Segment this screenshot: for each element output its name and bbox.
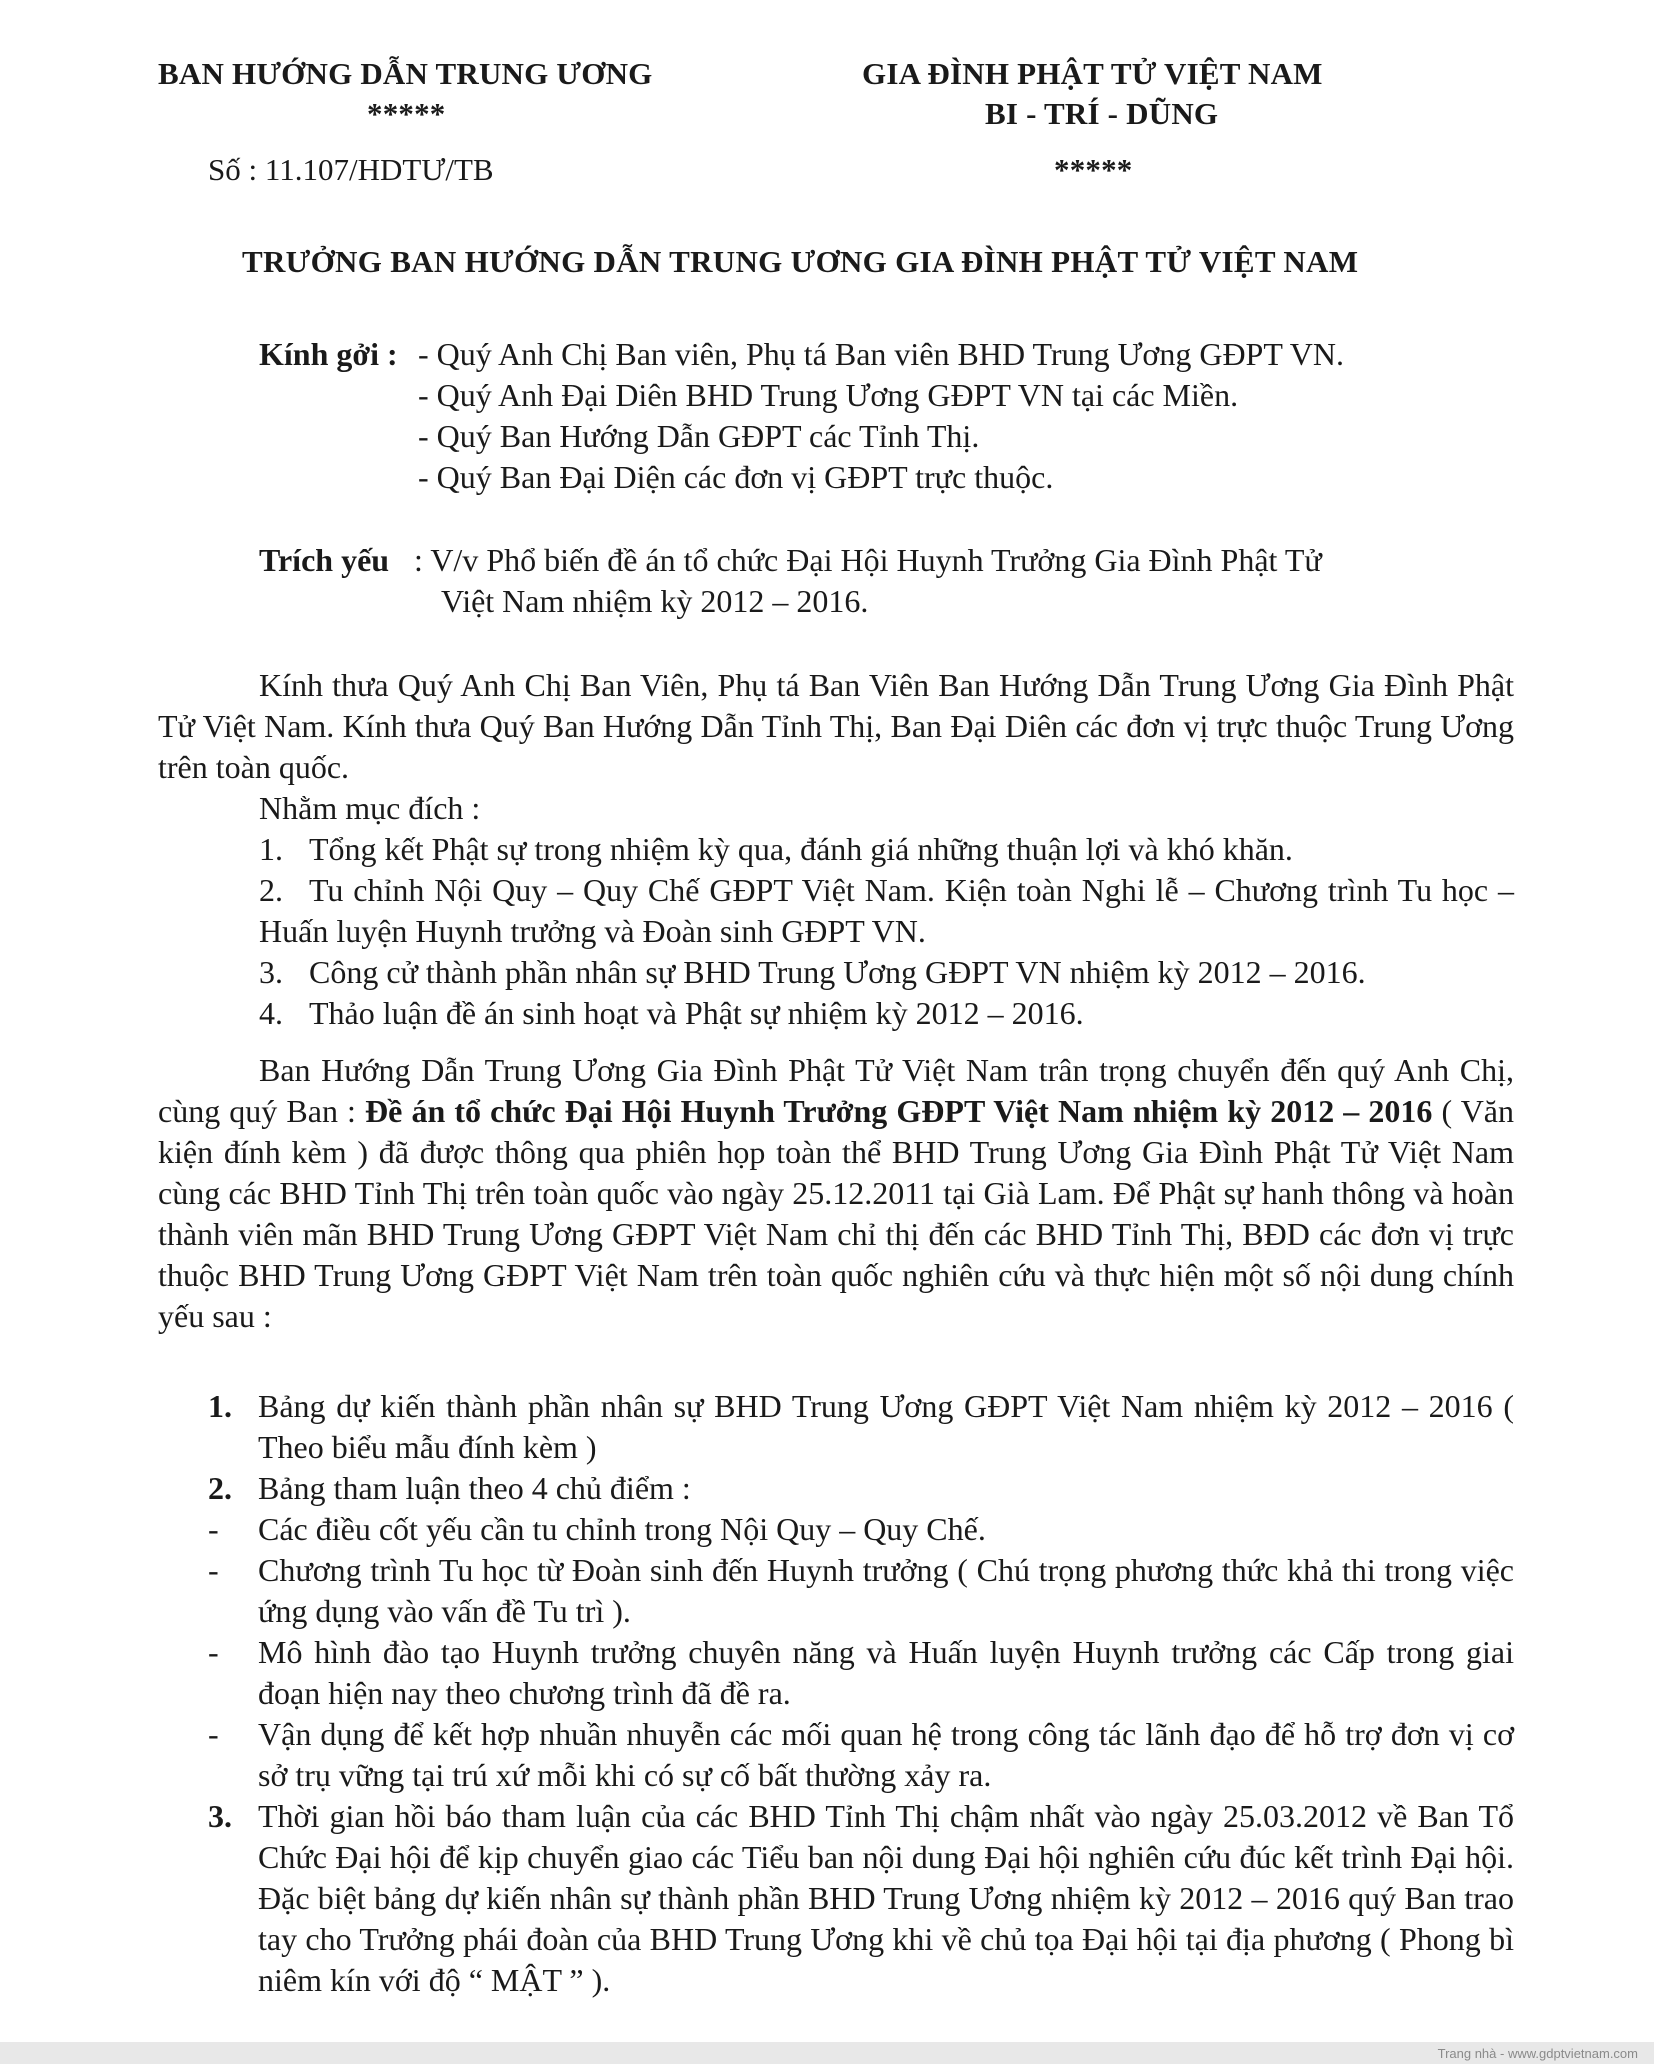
- directive-item: [208, 1550, 1514, 1632]
- directive-item: [208, 1796, 1514, 2001]
- footer-text: Trang nhà - www.gdptvietnam.com: [1437, 2046, 1638, 2061]
- right-stars: *****: [1054, 152, 1133, 187]
- greeting-paragraph: Kính thưa Quý Anh Chị Ban Viên, Phụ tá Ban Viên Ban Hướng Dẫn Trung Ương Gia Đình Phật Tử Việt Nam. Kính thưa Quý Ban Hướng Dẫn Tỉnh Thị, Ban Đại Diên các đơn vị trực thuộc Trung Ương trên toàn quốc.: [158, 667, 1514, 785]
- list-item: [259, 870, 1514, 952]
- recipient-item: - Quý Anh Đại Diên BHD Trung Ương GĐPT VN tại các Miền.: [418, 377, 1239, 413]
- directive-marker: -: [208, 1511, 219, 1547]
- subject-line-1: : V/v Phổ biến đề án tổ chức Đại Hội Huynh Trưởng Gia Đình Phật Tử: [414, 542, 1322, 578]
- directive-text: Mô hình đào tạo Huynh trưởng chuyên năng và Huấn luyện Huynh trưởng các Cấp trong giai đoạn hiện nay theo chương trình đã đề ra.: [258, 1634, 1514, 1711]
- left-stars: *****: [367, 96, 446, 131]
- recipient-item: - Quý Ban Đại Diện các đơn vị GĐPT trực thuộc.: [418, 459, 1054, 495]
- list-number: 2.: [259, 872, 283, 908]
- motto: BI - TRÍ - DŨNG: [985, 96, 1219, 131]
- main-paragraph: [158, 1050, 1514, 1337]
- directive-item: [208, 1632, 1514, 1714]
- directive-marker: -: [208, 1716, 219, 1752]
- recipient-item: - Quý Ban Hướng Dẫn GĐPT các Tỉnh Thị.: [418, 418, 980, 454]
- directive-marker: -: [208, 1634, 219, 1670]
- list-number: 4.: [259, 995, 283, 1031]
- recipient-item: - Quý Anh Chị Ban viên, Phụ tá Ban viên BHD Trung Ương GĐPT VN.: [418, 336, 1344, 372]
- list-text: Tu chỉnh Nội Quy – Quy Chế GĐPT Việt Nam. Kiện toàn Nghi lễ – Chương trình Tu học – Huấn luyện Huynh trưởng và Đoàn sinh GĐPT VN.: [259, 872, 1514, 949]
- directive-text: Vận dụng để kết hợp nhuần nhuyễn các mối quan hệ trong công tác lãnh đạo để hỗ trợ đơn vị cơ sở trụ vững tại trú xứ mỗi khi có sự cố bất thường xảy ra.: [258, 1716, 1514, 1793]
- directive-marker: 3.: [208, 1798, 232, 1834]
- main-paragraph-text: Ban Hướng Dẫn Trung Ương Gia Đình Phật Tử Việt Nam trân trọng chuyển đến quý Anh Chị, cùng quý Ban :: [158, 1052, 1514, 1129]
- directive-text: Chương trình Tu học từ Đoàn sinh đến Huynh trưởng ( Chú trọng phương thức khả thi trong việc ứng dụng vào vấn đề Tu trì ).: [258, 1552, 1514, 1629]
- directive-item: [208, 1509, 1514, 1550]
- footer-bar: [0, 2042, 1654, 2064]
- list-text: Công cử thành phần nhân sự BHD Trung Ương GĐPT VN nhiệm kỳ 2012 – 2016.: [309, 954, 1366, 990]
- list-item: [259, 993, 1514, 1034]
- right-org-name: GIA ĐÌNH PHẬT TỬ VIỆT NAM: [862, 56, 1323, 91]
- document-number: Số : 11.107/HDTƯ/TB: [208, 152, 494, 187]
- main-paragraph-text-2: ( Văn kiện đính kèm ) đã được thông qua phiên họp toàn thể BHD Trung Ương Gia Đình Phật Tử Việt Nam cùng các BHD Tỉnh Thị trên toàn quốc vào ngày 25.12.2011 tại Già Lam. Để Phật sự hanh thông và hoàn thành viên mãn BHD Trung Ương GĐPT Việt Nam chỉ thị đến các BHD Tỉnh Thị, BĐD các đơn vị trực thuộc BHD Trung Ương GĐPT Việt Nam trên toàn quốc nghiên cứu và thực hiện một số nội dung chính yếu sau :: [158, 1093, 1515, 1334]
- subject-label: Trích yếu: [259, 542, 390, 578]
- directive-item: [208, 1468, 1514, 1509]
- list-number: 1.: [259, 831, 283, 867]
- directive-text: Bảng dự kiến thành phần nhân sự BHD Trung Ương GĐPT Việt Nam nhiệm kỳ 2012 – 2016 ( Theo biểu mẫu đính kèm ): [258, 1388, 1514, 1465]
- subject-line-2: Việt Nam nhiệm kỳ 2012 – 2016.: [441, 583, 869, 619]
- list-item: [259, 952, 1514, 993]
- directive-text: Các điều cốt yếu cần tu chỉnh trong Nội Quy – Quy Chế.: [258, 1511, 986, 1547]
- list-text: Tổng kết Phật sự trong nhiệm kỳ qua, đánh giá những thuận lợi và khó khăn.: [309, 831, 1293, 867]
- list-number: 3.: [259, 954, 283, 990]
- list-item: [259, 829, 1514, 870]
- main-paragraph-bold: Đề án tổ chức Đại Hội Huynh Trưởng GĐPT Việt Nam nhiệm kỳ 2012 – 2016: [365, 1093, 1433, 1129]
- directive-text: Bảng tham luận theo 4 chủ điểm :: [258, 1470, 691, 1506]
- document-title: TRƯỞNG BAN HƯỚNG DẪN TRUNG ƯƠNG GIA ĐÌNH PHẬT TỬ VIỆT NAM: [242, 244, 1359, 279]
- directive-item: [208, 1386, 1514, 1468]
- directive-text: Thời gian hồi báo tham luận của các BHD Tỉnh Thị chậm nhất vào ngày 25.03.2012 về Ban Tổ Chức Đại hội để kịp chuyển giao các Tiểu ban nội dung Đại hội nghiên cứu đúc kết trình Đại hội. Đặc biệt bảng dự kiến nhân sự thành phần BHD Trung Ương nhiệm kỳ 2012 – 2016 quý Ban trao tay cho Trưởng phái đoàn của BHD Trung Ương khi về chủ tọa Đại hội tại địa phương ( Phong bì niêm kín với độ “ MẬT ” ).: [258, 1798, 1514, 1998]
- directive-marker: 2.: [208, 1470, 232, 1506]
- recipients-label: Kính gởi :: [259, 336, 398, 372]
- directive-item: [208, 1714, 1514, 1796]
- list-text: Thảo luận đề án sinh hoạt và Phật sự nhiệm kỳ 2012 – 2016.: [309, 995, 1084, 1031]
- purpose-label: Nhằm mục đích :: [259, 790, 481, 826]
- directive-marker: 1.: [208, 1388, 232, 1424]
- left-org-name: BAN HƯỚNG DẪN TRUNG ƯƠNG: [158, 56, 653, 91]
- directive-marker: -: [208, 1552, 219, 1588]
